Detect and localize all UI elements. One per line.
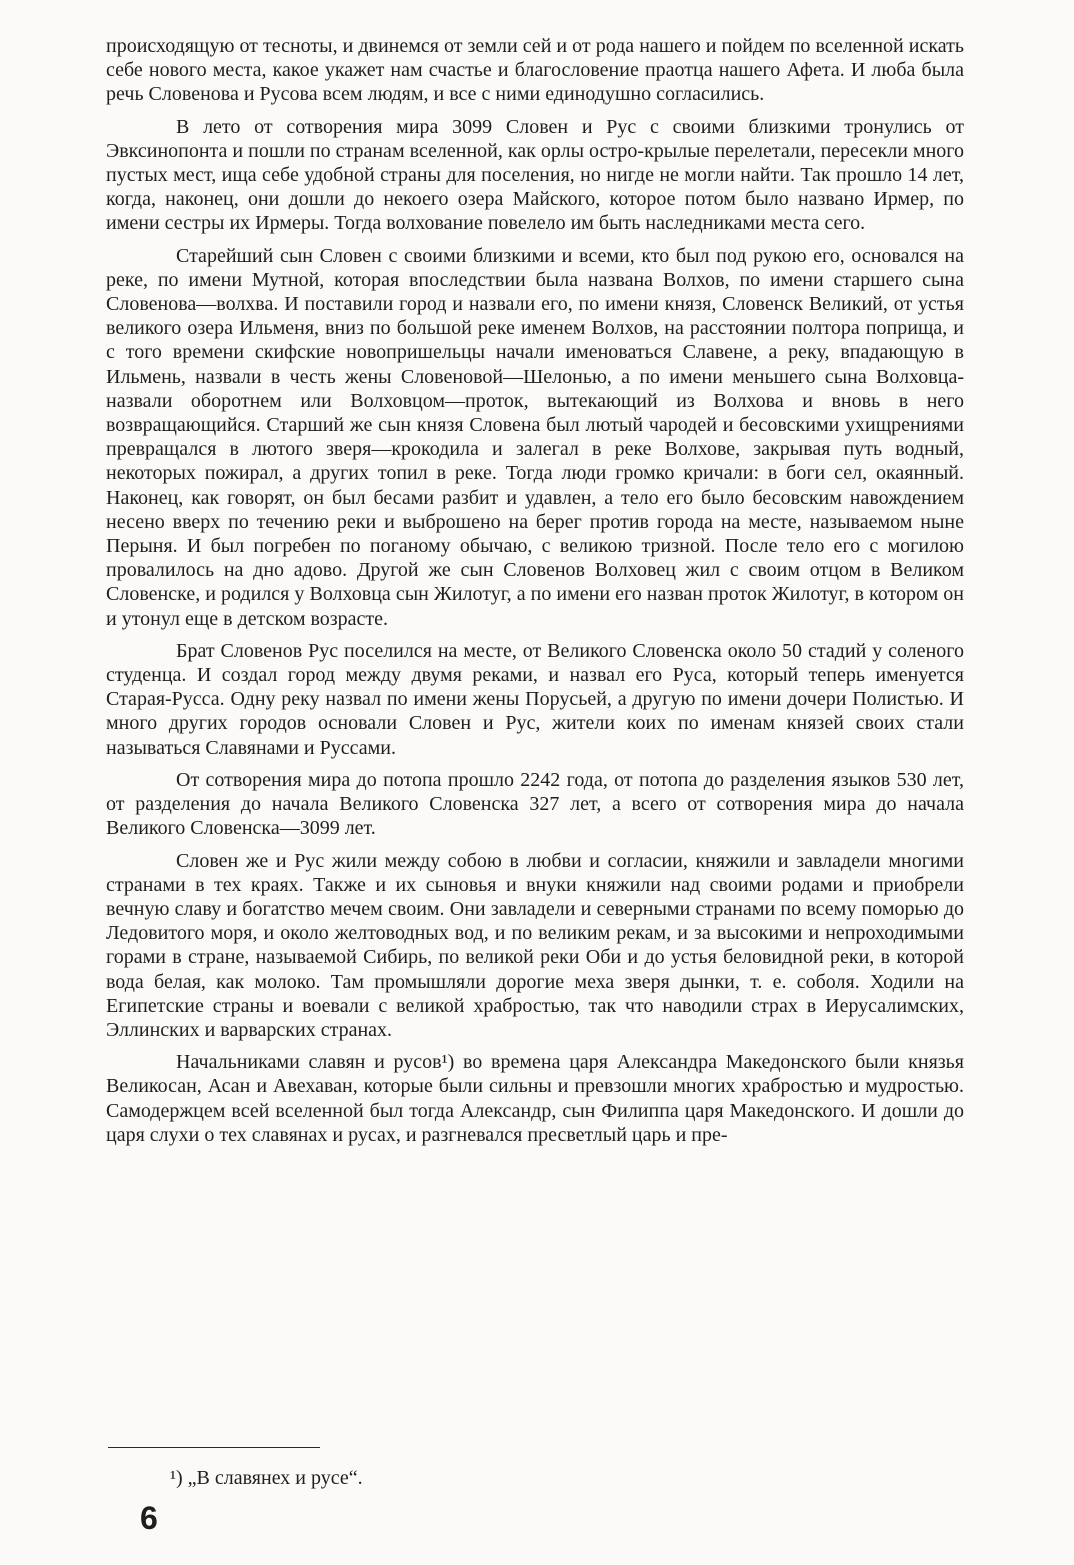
paragraph-3: Старейший сын Словен с своими близкими и всеми, кто был под рукою его, основался на реке, по имени Мутной, которая впоследствии была названа Волхов, по имени старшего сына Словенова—волхва. И поставили город и назвали его, по имени князя, Словенск Великий, от устья великого озера Ильменя, вниз по большой реке именем Волхов, на расстоянии полтора поприща, и с того времени скифские новопришельцы начали именоваться Славене, а реку, впадающую в Ильмень, назвали в честь жены Словеновой—Шелонью, а по имени меньшего сына Волховца-назвали оборотнем или Волховцом—проток, вытекающий из Волхова и вновь в него возвращающийся. Старший же сын князя Словена был лютый чародей и бесовскими ухищрениями превращался в лютого зверя—крокодила и залегал в реке Волхове, закрывая путь водный, некоторых пожирал, а других топил в реке. Тогда люди громко кричали: в боги сел, окаянный. Наконец, как говорят, он был бесами разбит и удавлен, а тело его было бесовским навождением несено вверх по течению реки и выброшено на берег против города на месте, называемом ныне Перыня. И был погребен по поганому обычаю, с великою тризной. После тело его с могилою провалилось на дно адово. Другой же сын Словенов Волховец жил с своим отцом в Великом Словенске, и родился у Волховца сын Жилотуг, а по имени его назван проток Жилотуг, в котором он и утонул еще в детском возрасте.	[106, 244, 964, 630]
footnote: ¹) „В славянех и русе“.	[170, 1467, 363, 1489]
paragraph-1: происходящую от тесноты, и двинемся от земли сей и от рода нашего и пойдем по вселенной искать себе нового места, какое укажет нам счастье и благословение праотца нашего Афета. И люба была речь Словенова и Русова всем людям, и все с ними единодушно согласились.	[106, 35, 964, 106]
page-number: 6	[140, 1500, 158, 1536]
paragraph-6: Словен же и Рус жили между собою в любви и согласии, княжили и завладели многими странами в тех краях. Также и их сыновья и внуки княжили над своими родами и приобрели вечную славу и богатство мечем своим. Они завладели и северными странами по всему поморью до Ледовитого моря, и около желтоводных вод, и по великим рекам, и за высокими и непроходимыми горами в стране, называемой Сибирь, по великой реки Оби и до устья беловидной реки, в которой вода белая, как молоко. Там промышляли дорогие меха зверя дынки, т. е. соболя. Ходили на Египетские страны и воевали с великой храбростью, так что наводили страх в Иерусалимских, Эллинских и варварских странах.	[106, 849, 964, 1041]
body-text	[106, 34, 964, 1155]
footnote-divider	[108, 1447, 320, 1448]
paragraph-2: В лето от сотворения мира 3099 Словен и Рус с своими близкими тронулись от Эвксинопонта и пошли по странам вселенной, как орлы остро-крылые перелетали, пересекли много пустых мест, ища себе удобной страны для поселения, но нигде не могли найти. Так прошло 14 лет, когда, наконец, они дошли до некоего озера Майского, которое потом было названо Ирмер, по имени сестры их Ирмеры. Тогда волхование повелело им быть наследниками места сего.	[106, 115, 964, 235]
paragraph-5: От сотворения мира до потопа прошло 2242 года, от потопа до разделения языков 530 лет, от разделения до начала Великого Словенска 327 лет, а всего от сотворения мира до начала Великого Словенска—3099 лет.	[106, 768, 964, 840]
paragraph-7: Начальниками славян и русов¹) во времена царя Александра Македонского были князья Великосан, Асан и Авехаван, которые были сильны и превзошли многих храбростью и мудростью. Самодержцем всей вселенной был тогда Александр, сын Филиппа царя Македонского. И дошли до царя слухи о тех славянах и русах, и разгневался пресветлый царь и пре-	[106, 1051, 964, 1146]
paragraph-4: Брат Словенов Рус поселился на месте, от Великого Словенска около 50 стадий у соленого студенца. И создал город между двумя реками, и назвал его Руса, который теперь именуется Старая-Русса. Одну реку назвал по имени жены Порусьей, а другую по имени дочери Полистью. И много других городов основали Словен и Рус, жители коих по именам князей своих стали называться Славянами и Руссами.	[106, 639, 964, 759]
